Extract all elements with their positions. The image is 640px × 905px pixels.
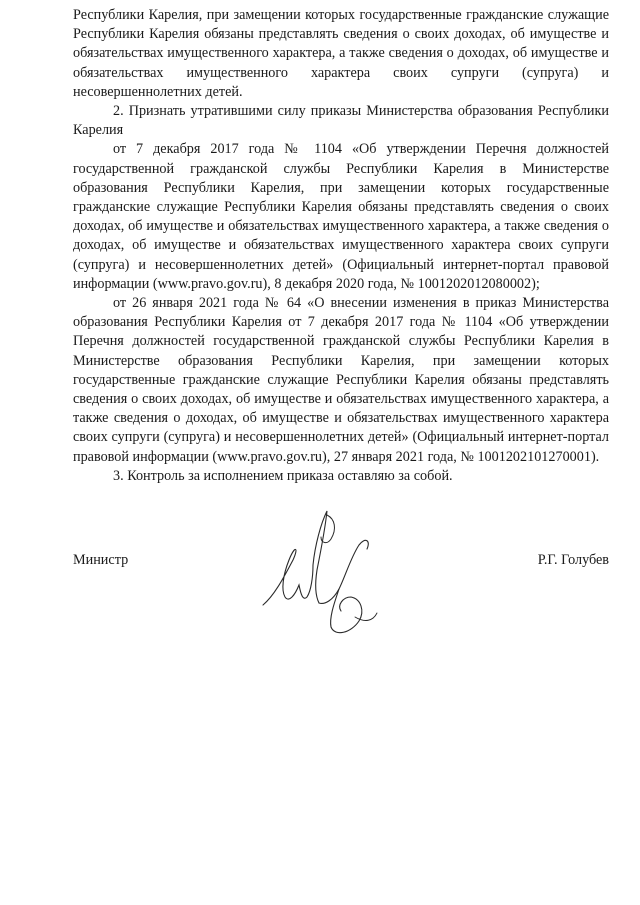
handwritten-signature	[255, 505, 385, 640]
paragraph-item-2: 2. Признать утратившими силу приказы Министерства образования Республики Карелия	[73, 103, 609, 139]
paragraph-order-64: от 26 января 2021 года № 64 «О внесении изменения в приказ Министерства образования Республики Карелия от 7 декабря 2017 года № 1104 «Об утверждении Перечня должностей государственной гражданской службы Республики Карелия в Министерстве образования Республики Карелия, при замещении которых государственные гражданские служащие Республики Карелия обязаны представлять сведения о своих доходах, об имуществе и обязательствах имущественного характера, а также сведения о доходах, об имуществе и обязательствах имущественного характера своих супруги (супруга) и несовершеннолетних детей» (Официальный интернет-портал правовой информации (www.pravo.gov.ru), 27 января 2021 года, № 1001202101270001).	[73, 295, 609, 465]
paragraph-order-1104: от 7 декабря 2017 года № 1104 «Об утверждении Перечня должностей государственной гражданской службы Республики Карелия в Министерстве образования Республики Карелия, при замещении которых государственные гражданские служащие Республики Карелия обязаны представлять сведения о своих доходах, об имуществе и обязательствах имущественного характера, а также сведения о доходах, об имуществе и обязательствах имущественного характера своих супруги (супруга) и несовершеннолетних детей» (Официальный интернет-портал правовой информации (www.pravo.gov.ru), 8 декабря 2020 года, № 1001202012080002);	[73, 141, 609, 292]
position-label: Министр	[73, 552, 129, 568]
paragraph-item-3: 3. Контроль за исполнением приказа оставляю за собой.	[113, 467, 453, 484]
document-body	[73, 6, 609, 486]
signer-name: Р.Г. Голубев	[537, 552, 609, 568]
paragraph-continuation: Республики Карелия, при замещении которых государственные гражданские служащие Республики Карелия обязаны представлять сведения о своих доходах, об имуществе и обязательствах имущественного характера, а также сведения о доходах, об имуществе и обязательствах имущественного характера своих супруги (супруга) и несовершеннолетних детей.	[73, 7, 609, 100]
